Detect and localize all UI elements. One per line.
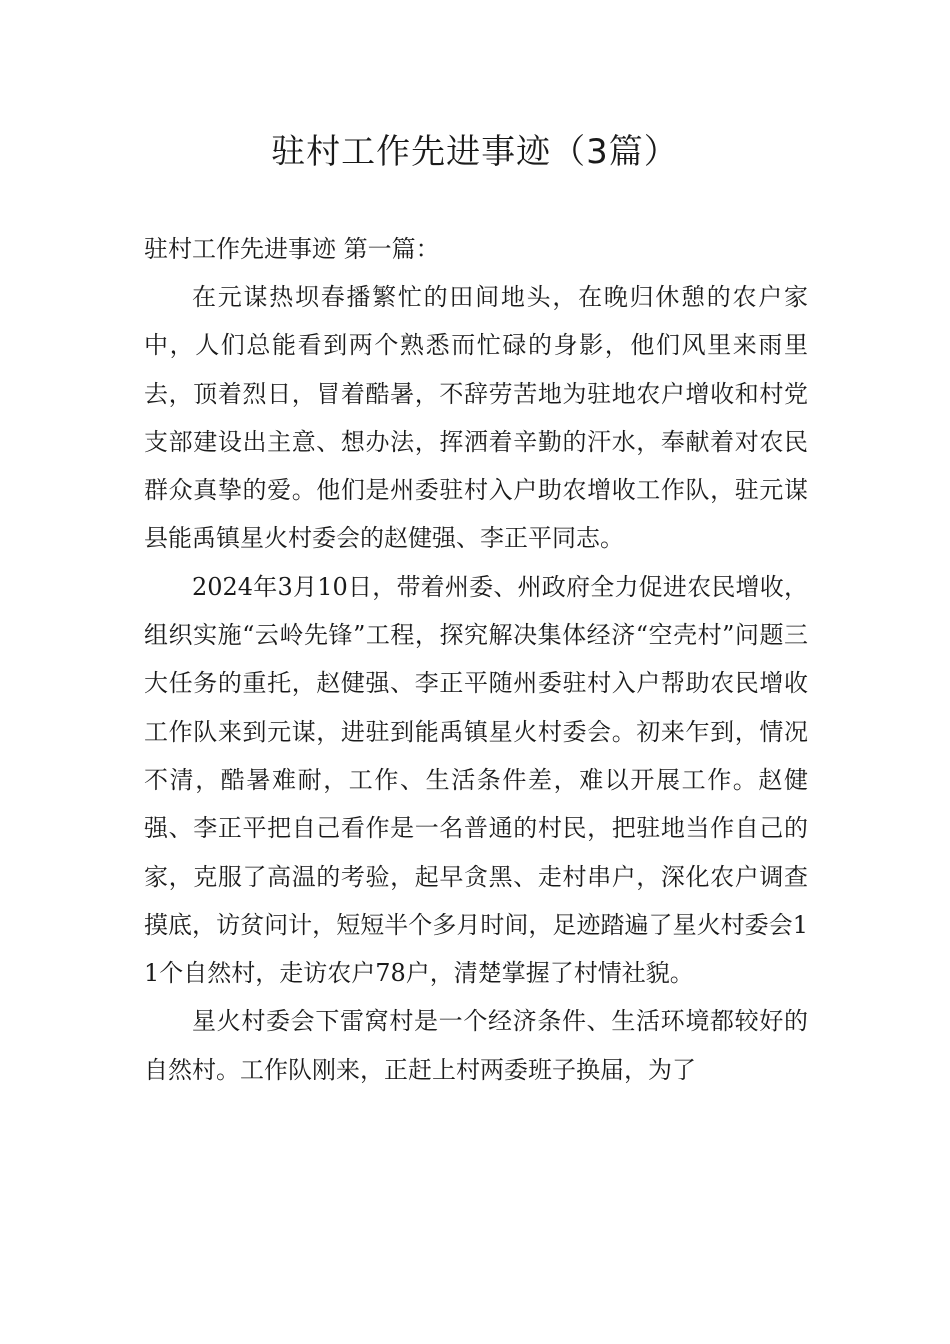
paragraph-3: 星火村委会下雷窝村是一个经济条件、生活环境都较好的自然村。工作队刚来，正赶上村两委班子换届，为了 xyxy=(144,1007,808,1084)
paragraph-2: 2024年3月10日，带着州委、州政府全力促进农民增收，组织实施“云岭先锋”工程，探究解决集体经济“空壳村”问题三大任务的重托，赵健强、李正平随州委驻村入户帮助农民增收工作队来到元谋，进驻到能禹镇星火村委会。初来乍到，情况不清，酷暑难耐，工作、生活条件差，难以开展工作。赵健强、李正平把自己看作是一名普通的村民，把驻地当作自己的家，克服了高温的考验，起早贪黑、走村串户，深化农户调查摸底，访贫问计，短短半个多月时间，足迹踏遍了星火村委会11个自然村，走访农户78户，清楚掌握了村情社貌。 xyxy=(144,572,808,988)
document-title: 驻村工作先进事迹（3篇） xyxy=(271,132,679,172)
document-body xyxy=(144,225,808,1094)
section-heading: 驻村工作先进事迹 第一篇： xyxy=(144,235,440,263)
paragraph-1: 在元谋热坝春播繁忙的田间地头，在晚归休憩的农户家中，人们总能看到两个熟悉而忙碌的身影，他们风里来雨里去，顶着烈日，冒着酷暑，不辞劳苦地为驻地农户增收和村党支部建设出主意、想办法，挥洒着辛勤的汗水，奉献着对农民群众真挚的爱。他们是州委驻村入户助农增收工作队，驻元谋县能禹镇星火村委会的赵健强、李正平同志。 xyxy=(144,283,808,553)
